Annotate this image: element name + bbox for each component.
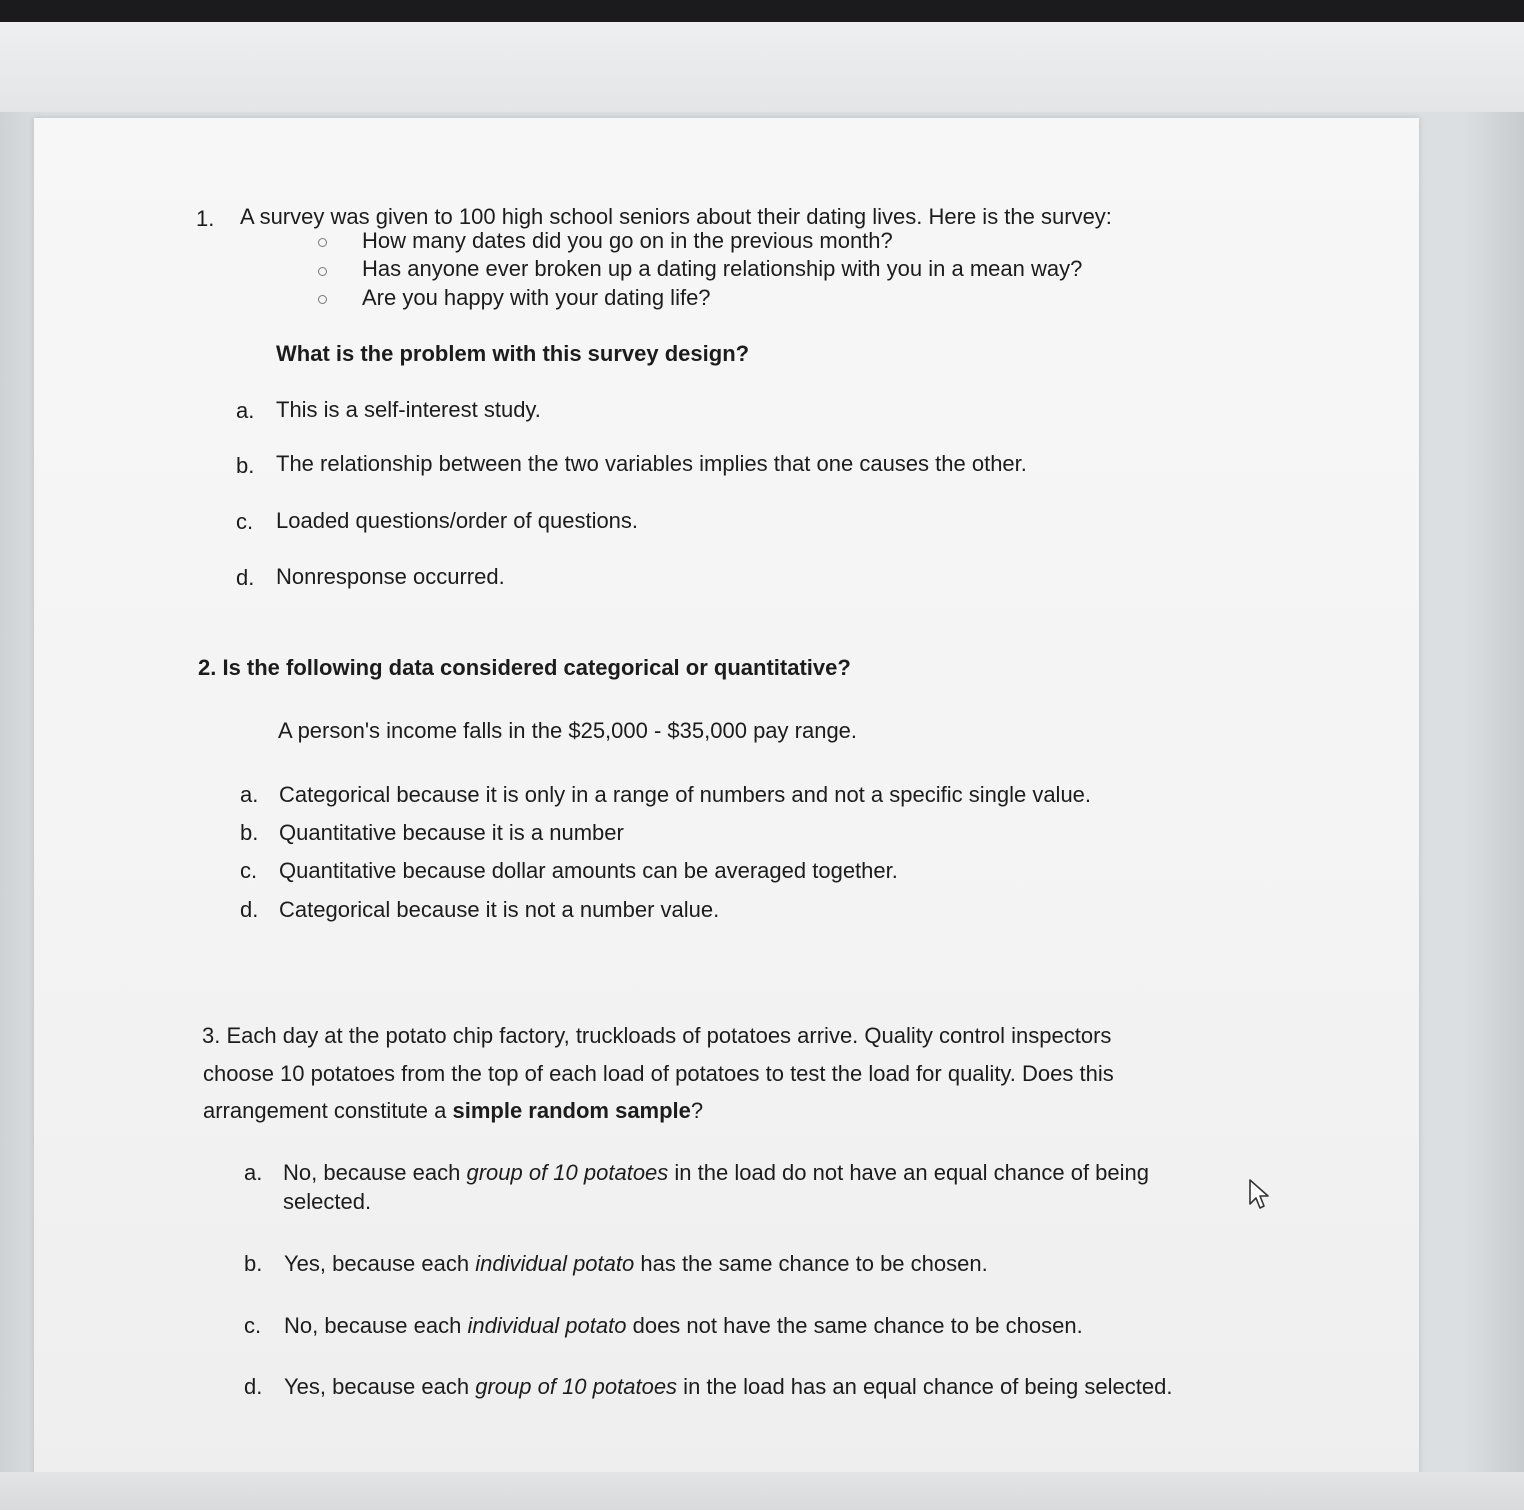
bullet-circle-icon (318, 238, 327, 247)
bullet-circle-icon (318, 267, 327, 276)
q1-prompt: What is the problem with this survey design? (276, 341, 750, 366)
q3-option-a-continued: selected. (283, 1189, 372, 1214)
q1-survey-item: How many dates did you go on in the previous month? (362, 228, 893, 253)
q3-stem-line2: choose 10 potatoes from the top of each load of potatoes to test the load for quality. Does this (203, 1061, 1114, 1086)
q3-option-a: No, because each group of 10 potatoes in the load do not have an equal chance of being (283, 1160, 1150, 1185)
q1-option-c-letter: c. (236, 509, 254, 534)
q1-option-c: Loaded questions/order of questions. (276, 508, 639, 533)
q3-option-d: Yes, because each group of 10 potatoes in the load has an equal chance of being selected. (284, 1374, 1173, 1399)
q2-option-b-letter: b. (240, 820, 259, 845)
q3-stem-line3: arrangement constitute a simple random sample? (203, 1098, 704, 1123)
q3-option-d-letter: d. (244, 1374, 263, 1399)
mouse-pointer-icon (1248, 1178, 1272, 1212)
q1-option-d: Nonresponse occurred. (276, 564, 505, 589)
q3-option-b: Yes, because each individual potato has the same chance to be chosen. (284, 1251, 988, 1276)
q2-stem: 2. Is the following data considered categorical or quantitative? (198, 655, 851, 680)
q2-option-c-letter: c. (240, 858, 258, 883)
q2-option-d: Categorical because it is not a number value. (279, 897, 720, 922)
q1-option-d-letter: d. (236, 565, 255, 590)
q3-option-a-letter: a. (244, 1160, 263, 1185)
q2-option-b: Quantitative because it is a number (279, 820, 624, 845)
q1-survey-item: Are you happy with your dating life? (362, 285, 711, 310)
q3-option-b-letter: b. (244, 1251, 263, 1276)
app-toolbar-area (0, 22, 1524, 113)
q1-stem: A survey was given to 100 high school seniors about their dating lives. Here is the survey: (240, 204, 1112, 229)
bottom-edge (0, 1472, 1524, 1510)
screen-bezel (0, 0, 1524, 22)
q3-option-c-letter: c. (244, 1313, 262, 1338)
q1-survey-item: Has anyone ever broken up a dating relationship with you in a mean way? (362, 256, 1083, 281)
simple-random-sample-term: simple random sample (452, 1098, 691, 1123)
document-page (34, 118, 1419, 1510)
q3-option-c: No, because each individual potato does not have the same chance to be chosen. (284, 1313, 1083, 1338)
q2-statement: A person's income falls in the $25,000 - $35,000 pay range. (278, 718, 858, 743)
bullet-circle-icon (318, 295, 327, 304)
q1-option-b-letter: b. (236, 453, 255, 478)
q1-option-a: This is a self-interest study. (276, 397, 541, 422)
q2-option-d-letter: d. (240, 897, 259, 922)
q2-option-a: Categorical because it is only in a range of numbers and not a specific single value. (279, 782, 1092, 807)
q1-option-a-letter: a. (236, 398, 255, 423)
q1-number: 1. (196, 206, 215, 231)
q1-option-b: The relationship between the two variables implies that one causes the other. (276, 451, 1027, 476)
q2-option-a-letter: a. (240, 782, 259, 807)
q2-option-c: Quantitative because dollar amounts can be averaged together. (279, 858, 898, 883)
q3-stem-line1: 3. Each day at the potato chip factory, truckloads of potatoes arrive. Quality control inspectors (202, 1023, 1112, 1048)
